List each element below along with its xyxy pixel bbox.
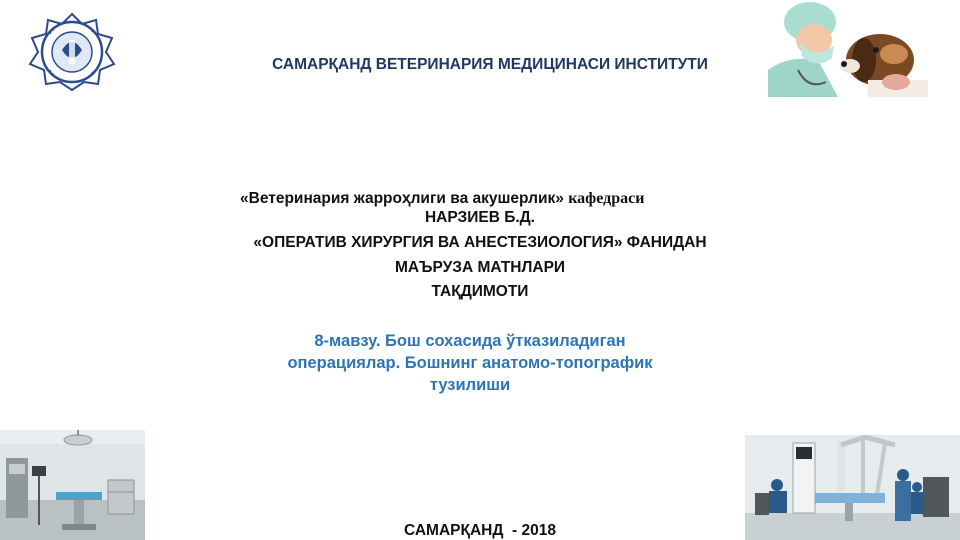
department-word: кафедраси [568, 190, 645, 207]
author-name: НАРЗИЕВ Б.Д. [424, 209, 535, 226]
robotic-surgery-photo [745, 435, 960, 540]
topic-line: 8-мавзу. Бош сохасида ўтказиладиган [314, 332, 626, 350]
department-line [240, 190, 800, 208]
subject-title: «ОПЕРАТИВ ХИРУРГИЯ ВА АНЕСТЕЗИОЛОГИЯ» ФАНИДАН [253, 234, 707, 251]
department-name: «Ветеринария жарроҳлиги ва акушерлик» [240, 190, 564, 207]
institute-emblem-logo [22, 12, 122, 92]
presentation-title: ТАҚДИМОТИ [431, 283, 529, 300]
place-year-footer: САМАРҚАНД - 2018 [404, 522, 556, 539]
institute-title: САМАРҚАНД ВЕТЕРИНАРИЯ МЕДИЦИНАСИ ИНСТИТУТИ [272, 56, 708, 73]
topic-line: операциялар. Бошнинг анатомо-топографик [287, 354, 653, 372]
operating-room-photo [0, 430, 145, 540]
lectures-title: МАЪРУЗА МАТНЛАРИ [394, 259, 566, 276]
vet-with-dog-photo [768, 0, 928, 97]
topic-title [220, 330, 720, 396]
topic-line: тузилиши [429, 376, 511, 394]
